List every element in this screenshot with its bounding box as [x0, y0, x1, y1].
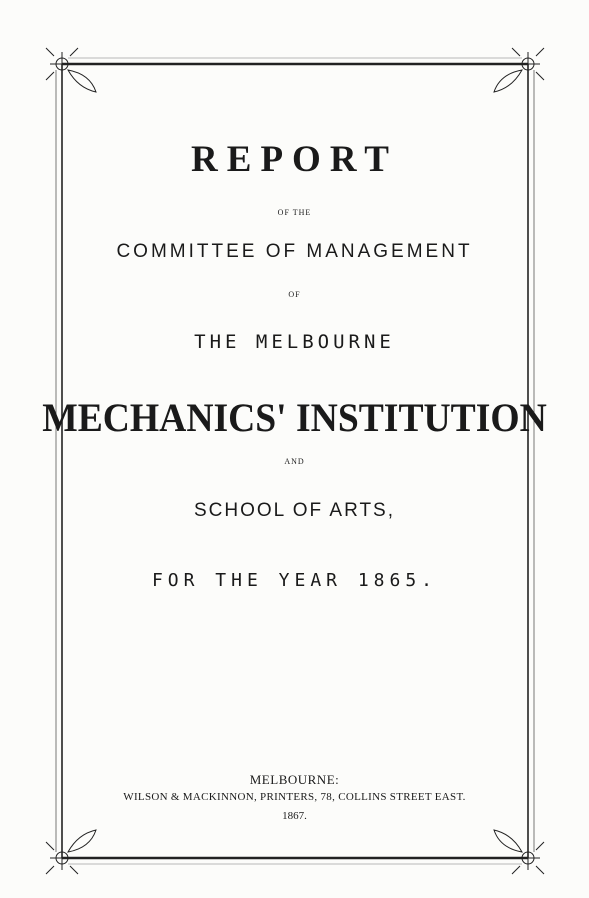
corner-ornament-top-left: [46, 48, 96, 92]
corner-ornament-bottom-right: [494, 830, 544, 874]
of-the-text: OF THE: [277, 208, 312, 217]
corner-ornament-top-right: [494, 48, 544, 92]
imprint-place: MELBOURNE:: [249, 772, 340, 787]
imprint-year: 1867.: [282, 810, 307, 822]
of-text: OF: [288, 290, 301, 299]
report-heading: REPORT: [191, 139, 398, 180]
committee-heading: COMMITTEE OF MANAGEMENT: [116, 241, 473, 262]
institution-heading: MECHANICS' INSTITUTION: [42, 395, 547, 440]
imprint-printer: WILSON & MACKINNON, PRINTERS, 78, COLLINS STREET EAST.: [123, 791, 466, 803]
year-heading: FOR THE YEAR 1865.: [151, 570, 438, 591]
and-text: AND: [284, 457, 305, 466]
corner-ornament-bottom-left: [46, 830, 96, 874]
school-heading: SCHOOL OF ARTS,: [193, 500, 396, 521]
melbourne-heading: THE MELBOURNE: [194, 331, 395, 353]
